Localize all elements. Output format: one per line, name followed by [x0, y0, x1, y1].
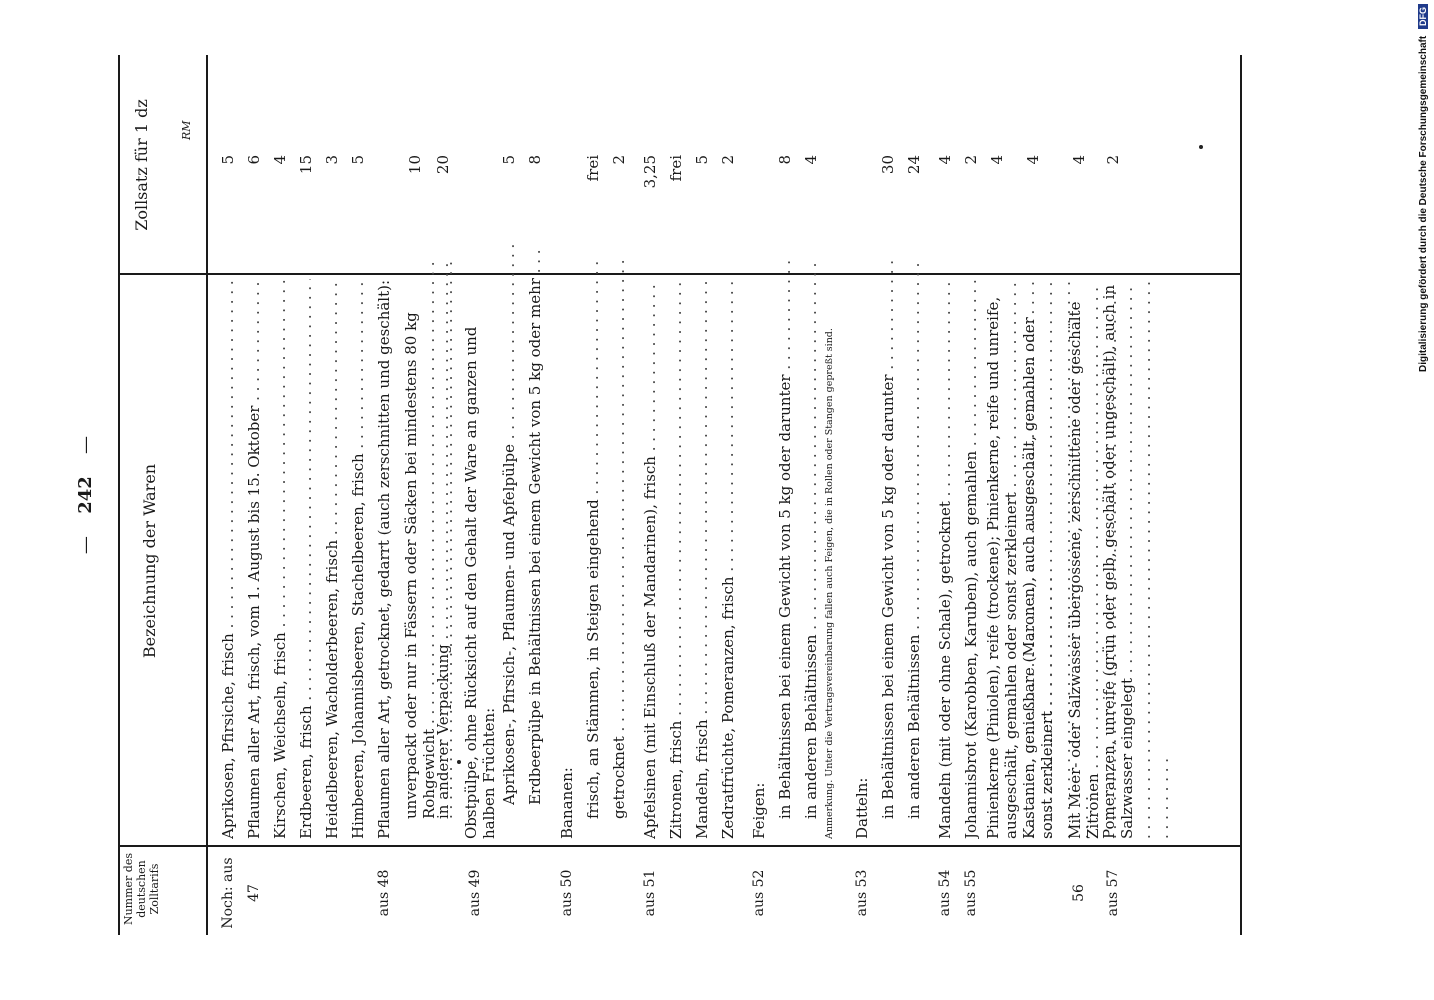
goods-description: Datteln: — [853, 777, 871, 839]
goods-description: in anderen Behältnissen . . . — [901, 259, 927, 819]
tariff-number: aus 55 — [963, 869, 979, 917]
header-goods: Bezeichnung der Waren — [140, 463, 159, 659]
tariff-number: aus 51 — [642, 869, 658, 917]
duty-rate: 30 — [879, 155, 897, 175]
tariff-number: 56 — [1071, 884, 1087, 902]
goods-description: Heidelbeeren, Wacholderbeeren, frisch . . . — [319, 279, 345, 839]
ink-speck — [1199, 145, 1203, 149]
goods-description: Zitronen, frisch . . . — [663, 279, 689, 839]
duty-rate: frei — [584, 155, 602, 182]
duty-rate: 4 — [1024, 155, 1042, 165]
duty-rate: 10 — [406, 155, 424, 175]
goods-description: Pomeranzen, unreife (grün oder gelb, geschält oder ungeschält), auch in Salzwasser eingelegt . . . — [1100, 279, 1172, 839]
rule-col-2 — [118, 273, 1240, 275]
duty-rate: 2 — [1104, 155, 1122, 165]
goods-description: Erdbeeren, frisch . . . — [293, 279, 319, 839]
tariff-number: Noch: aus 47 — [220, 857, 262, 929]
duty-rate: 24 — [905, 155, 923, 175]
dfg-logo: DFG — [1418, 4, 1428, 29]
goods-description: Pflaumen aller Art, getrocknet, gedarrt (auch zerschnitten und geschält): — [375, 279, 393, 839]
duty-rate: 15 — [297, 155, 315, 175]
duty-rate: 4 — [936, 155, 954, 165]
duty-rate: 3 — [323, 155, 341, 165]
goods-description: in Behältnissen bei einem Gewicht von 5 kg oder darunter . . . — [875, 259, 901, 819]
header-rate: Zollsatz für 1 dz — [132, 99, 151, 231]
tariff-number: aus 52 — [751, 869, 767, 917]
tariff-number: aus 57 — [1105, 869, 1121, 917]
goods-description: getrocknet . . . — [606, 259, 632, 819]
duty-rate: 4 — [802, 155, 820, 165]
rule-bottom — [1240, 55, 1242, 935]
goods-description: unverpackt oder nur in Fässern oder Säcken bei mindestens 80 kg Rohgewicht . . . — [402, 259, 474, 819]
goods-description: Pinienkerne (Piniolen), reife (trockene); Pinienkerne, reife und unreife, ausgeschält, gemahlen oder sonst zerkleinert . . . — [984, 279, 1056, 839]
ink-speck — [457, 760, 461, 764]
rule-col-1 — [118, 845, 1240, 847]
rule-header-bottom — [206, 55, 208, 935]
goods-description: in anderer Verpackung . . . — [430, 259, 456, 819]
dash-right: — — [75, 435, 96, 454]
duty-rate: 2 — [719, 155, 737, 165]
duty-rate: 5 — [349, 155, 367, 165]
goods-description: frisch, an Stämmen, in Steigen eingehend . . . — [580, 259, 606, 819]
goods-description: Kirschen, Weichseln, frisch . . . — [267, 279, 293, 839]
goods-description: Bananen: — [558, 767, 576, 839]
goods-description: Anmerkung. Unter die Vertragsvereinbarung fallen auch Feigen, die in Rollen oder Stangen gepreßt sind. — [824, 328, 835, 839]
goods-description: Mandeln (mit oder ohne Schale), getrocknet . . . — [932, 279, 958, 839]
goods-description: Erdbeerpülpe in Behältnissen bei einem Gewicht von 5 kg oder mehr . . . — [522, 245, 548, 805]
duty-rate: 2 — [962, 155, 980, 165]
tariff-number: aus 53 — [854, 869, 870, 917]
goods-description: in Behältnissen bei einem Gewicht von 5 kg oder darunter . . . — [772, 259, 798, 819]
duty-rate: 4 — [1070, 155, 1088, 165]
duty-rate: 5 — [693, 155, 711, 165]
tariff-number: aus 49 — [467, 869, 483, 917]
duty-rate: 5 — [219, 155, 237, 165]
rule-top — [118, 55, 120, 935]
goods-description: Himbeeren, Johannisbeeren, Stachelbeeren, frisch . . . — [345, 279, 371, 839]
goods-description: Johannisbrot (Karobben, Karuben), auch gemahlen . . . — [958, 279, 984, 839]
goods-description: Pflaumen aller Art, frisch, vom 1. August bis 15. Oktober . . . — [241, 279, 267, 839]
goods-description: in anderen Behältnissen . . . — [798, 259, 824, 819]
goods-description: Zedratfrüchte, Pomeranzen, frisch . . . — [715, 279, 741, 839]
tariff-number: aus 50 — [559, 869, 575, 917]
credit-text: Digitalisierung gefördert durch die Deutsche Forschungsgemeinschaft — [1418, 35, 1429, 372]
duty-rate: 2 — [610, 155, 628, 165]
duty-rate: 20 — [434, 155, 452, 175]
goods-description: Obstpülpe, ohne Rücksicht auf den Gehalt der Ware an ganzen und halben Früchten: — [462, 326, 498, 839]
duty-rate: 4 — [271, 155, 289, 165]
goods-description: Aprikosen-, Pfirsich-, Pflaumen- und Apfelpülpe . . . — [496, 245, 522, 805]
tariff-number: aus 48 — [376, 869, 392, 917]
header-number: Nummer des deutschen Zolltarifs — [122, 852, 161, 926]
duty-rate: 6 — [245, 155, 263, 165]
duty-rate: 8 — [526, 155, 544, 165]
page-header — [70, 55, 102, 935]
goods-description: Mit Meer- oder Salzwasser übergossene, zerschnittene oder geschälte Zitronen . . . — [1066, 279, 1120, 839]
duty-rate: 4 — [988, 155, 1006, 165]
goods-description: Kastanien, genießbare (Maronen), auch ausgeschält, gemahlen oder sonst zerkleinert . . . — [1020, 279, 1092, 839]
page-number: 242 — [75, 476, 96, 514]
unit-label: RM — [180, 120, 193, 140]
rotated-page — [70, 55, 1300, 935]
duty-rate: 5 — [500, 155, 518, 165]
duty-rate: 8 — [776, 155, 794, 165]
goods-description: Apfelsinen (mit Einschluß der Mandarinen), frisch . . . — [637, 279, 663, 839]
goods-description: Mandeln, frisch . . . — [689, 279, 715, 839]
duty-rate: 3,25 — [641, 155, 659, 189]
goods-description: Feigen: — [750, 782, 768, 839]
goods-description: Aprikosen, Pfirsiche, frisch . . . — [215, 279, 241, 839]
digitization-credit — [1418, 4, 1429, 372]
tariff-number: aus 54 — [937, 869, 953, 917]
dash-left: — — [75, 536, 96, 555]
duty-rate: frei — [667, 155, 685, 182]
